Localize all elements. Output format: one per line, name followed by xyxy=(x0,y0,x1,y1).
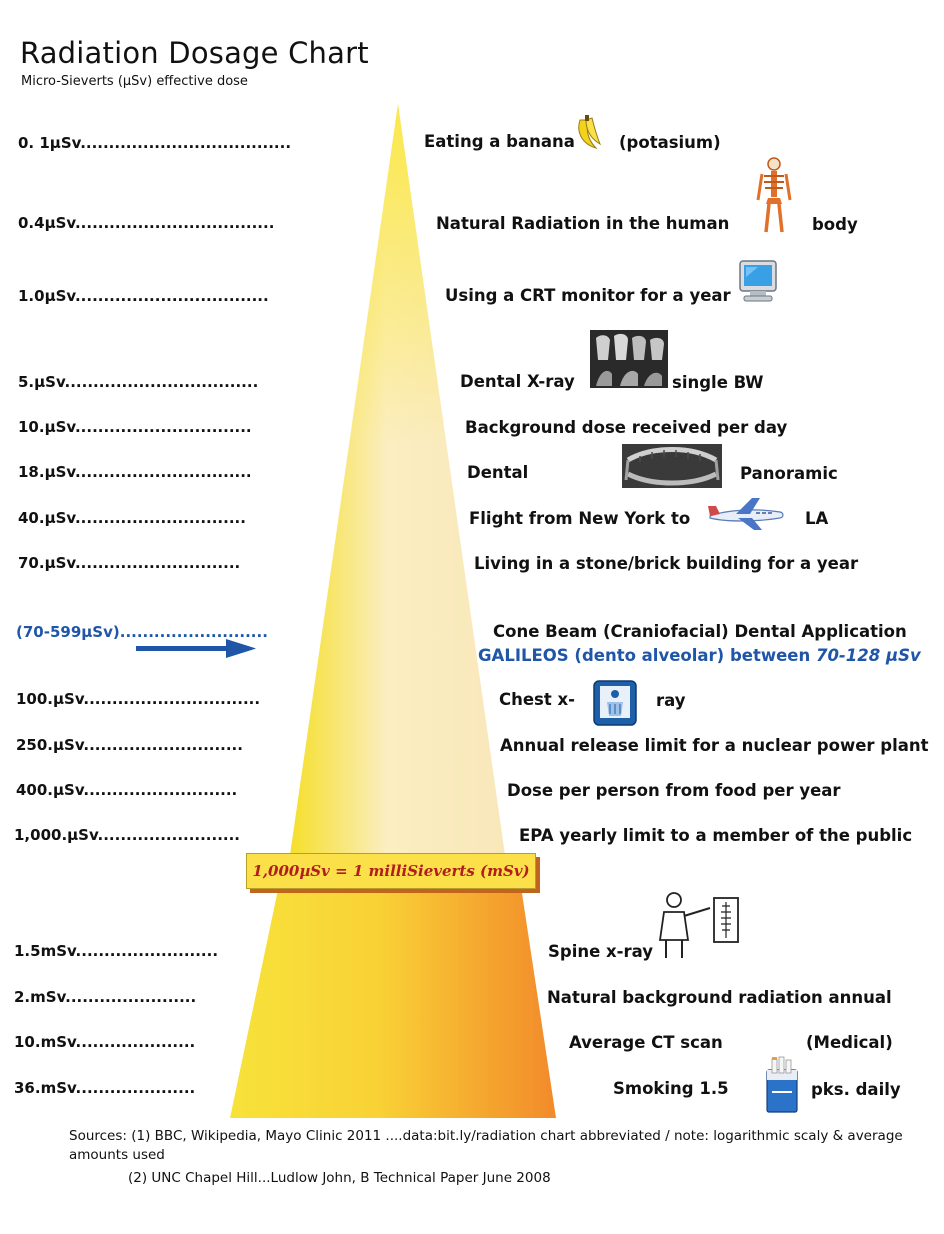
galileos-description xyxy=(478,646,921,665)
chest-xray-icon xyxy=(593,680,637,726)
dose-label: 18.µSv............................... xyxy=(18,463,252,481)
dose-description: Natural background radiation annual xyxy=(547,988,892,1007)
page-subtitle: Micro-Sieverts (µSv) effective dose xyxy=(21,74,248,89)
sources-note: Sources: (1) BBC, Wikipedia, Mayo Clinic 2011 ....data:bit.ly/radiation chart abbreviated / note: logarithmic scaly & average amounts used xyxy=(69,1128,903,1163)
dose-description: Cone Beam (Craniofacial) Dental Application xyxy=(493,622,907,641)
dose-description: EPA yearly limit to a member of the public xyxy=(519,826,913,845)
dose-description: Average CT scan xyxy=(569,1033,723,1052)
dose-description: Smoking 1.5 xyxy=(613,1079,729,1098)
airplane-icon xyxy=(706,496,786,532)
dose-description: Dental X-ray xyxy=(460,372,575,391)
pyramid-lower xyxy=(230,880,556,1118)
dose-description-suffix: ray xyxy=(656,691,686,710)
dose-description-suffix: LA xyxy=(805,509,829,528)
dose-label: 40.µSv.............................. xyxy=(18,509,246,527)
dose-description: Dental xyxy=(467,463,529,482)
dose-description-suffix: pks. daily xyxy=(811,1080,901,1099)
dose-label: 100.µSv............................... xyxy=(16,690,261,708)
page-title: Radiation Dosage Chart xyxy=(20,36,369,70)
dose-label: 250.µSv............................ xyxy=(16,736,243,754)
dose-label: 0.4µSv................................... xyxy=(18,214,275,232)
cone-beam-arrow xyxy=(136,639,256,658)
dose-label: 10.µSv............................... xyxy=(18,418,252,436)
dose-label: 400.µSv........................... xyxy=(16,781,238,799)
dose-description-suffix: body xyxy=(812,215,858,234)
cigarette-pack-icon xyxy=(762,1056,802,1114)
dose-description-suffix: (Medical) xyxy=(806,1033,893,1052)
dose-label: 1.5mSv......................... xyxy=(14,942,219,960)
dose-label: 5.µSv.................................. xyxy=(18,373,259,391)
dose-label: 0. 1µSv..................................... xyxy=(18,134,292,152)
doctor-xray-icon xyxy=(654,890,744,962)
panoramic-xray-icon xyxy=(622,444,722,488)
dose-description-suffix: Panoramic xyxy=(740,464,838,483)
dental-xray-icon xyxy=(590,330,668,388)
skeleton-icon xyxy=(754,156,794,234)
dose-description: Chest x- xyxy=(499,690,575,709)
dose-label: 36.mSv..................... xyxy=(14,1079,196,1097)
crt-monitor-icon xyxy=(736,257,780,303)
dose-description: Living in a stone/brick building for a year xyxy=(474,554,859,573)
dose-label: 70.µSv............................. xyxy=(18,554,241,572)
dose-description: Natural Radiation in the human xyxy=(436,214,730,233)
dose-description-suffix: (potasium) xyxy=(619,133,721,152)
dose-description: Background dose received per day xyxy=(465,418,788,437)
dose-description: Annual release limit for a nuclear power plant xyxy=(500,736,929,755)
msv-conversion-banner: 1,000µSv = 1 milliSieverts (mSv) xyxy=(246,853,536,889)
dose-label-range: (70-599µSv).......................... xyxy=(16,623,268,641)
dose-description: Eating a banana xyxy=(424,132,575,151)
dose-label: 1,000.µSv......................... xyxy=(14,826,240,844)
galileos-range: 70-128 µSv xyxy=(815,646,921,665)
banana-icon xyxy=(572,114,606,152)
dose-description: Using a CRT monitor for a year xyxy=(445,286,731,305)
sources-note-2: (2) UNC Chapel Hill...Ludlow John, B Technical Paper June 2008 xyxy=(128,1170,551,1186)
dose-label: 10.mSv..................... xyxy=(14,1033,196,1051)
dose-description: Dose per person from food per year xyxy=(507,781,841,800)
dose-label: 2.mSv....................... xyxy=(14,988,197,1006)
galileos-text: GALILEOS (dento alveolar) between xyxy=(478,646,811,665)
dose-description-suffix: single BW xyxy=(672,373,764,392)
dose-description: Spine x-ray xyxy=(548,942,654,961)
dose-label: 1.0µSv.................................. xyxy=(18,287,269,305)
dose-description: Flight from New York to xyxy=(469,509,691,528)
